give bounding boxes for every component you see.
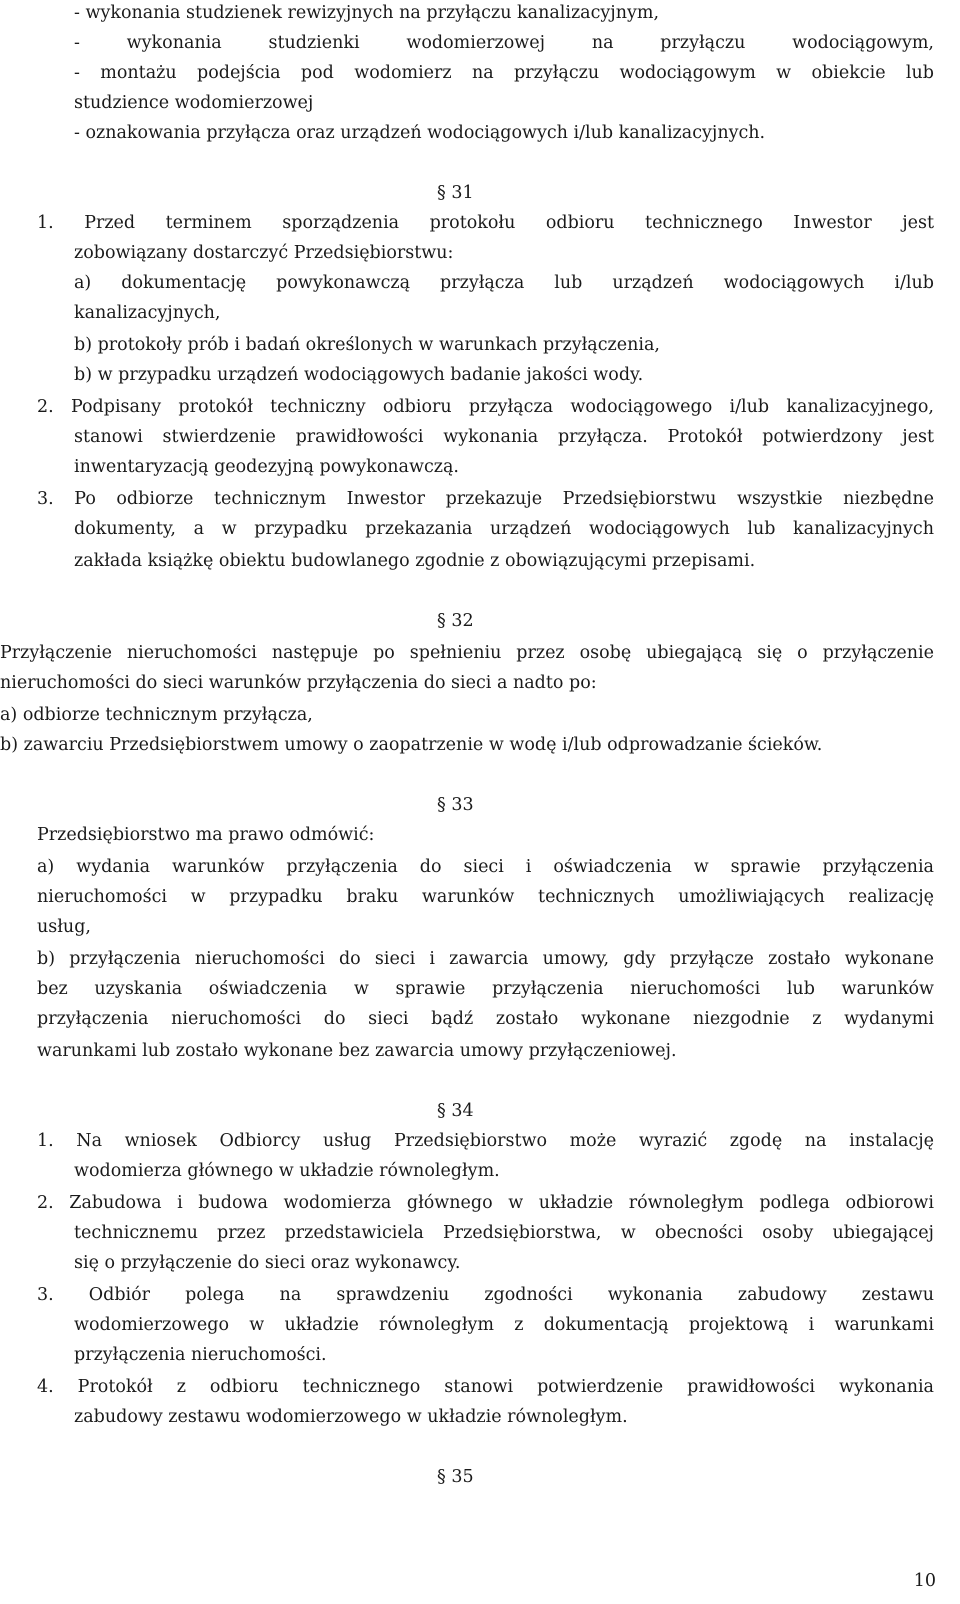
paragraph-line: b) w przypadku urządzeń wodociągowych badanie jakości wody.	[74, 365, 644, 385]
paragraph-line: b) zawarciu Przedsiębiorstwem umowy o zaopatrzenie w wodę i/lub odprowadzanie ścieków.	[0, 735, 823, 755]
paragraph-line: 2. Podpisany protokół techniczny odbioru przyłącza wodociągowego i/lub kanalizacyjnego,	[37, 397, 934, 417]
paragraph-line: nieruchomości do sieci warunków przyłączenia do sieci a nadto po:	[0, 673, 597, 693]
paragraph-line: 1. Na wniosek Odbiorcy usług Przedsiębiorstwo może wyrazić zgodę na instalację	[37, 1131, 934, 1151]
paragraph-line: Przyłączenie nieruchomości następuje po spełnieniu przez osobę ubiegającą się o przyłączenie	[0, 643, 934, 663]
paragraph-line: wodomierzowego w układzie równoległym z dokumentacją projektową i warunkami	[74, 1315, 934, 1335]
section-heading-33: § 33	[437, 795, 474, 815]
section-heading-35: § 35	[437, 1467, 474, 1487]
paragraph-line: 3. Odbiór polega na sprawdzeniu zgodności wykonania zabudowy zestawu	[37, 1285, 934, 1305]
paragraph-line: warunkami lub zostało wykonane bez zawarcia umowy przyłączeniowej.	[37, 1041, 677, 1061]
paragraph-line: a) odbiorze technicznym przyłącza,	[0, 705, 313, 725]
paragraph-line: nieruchomości w przypadku braku warunków technicznych umożliwiających realizację	[37, 887, 934, 907]
paragraph-line: przyłączenia nieruchomości.	[74, 1345, 327, 1365]
section-heading-32: § 32	[437, 611, 474, 631]
paragraph-line: zabudowy zestawu wodomierzowego w układzie równoległym.	[74, 1407, 628, 1427]
paragraph-line: Przedsiębiorstwo ma prawo odmówić:	[37, 825, 375, 845]
paragraph-line: b) przyłączenia nieruchomości do sieci i zawarcia umowy, gdy przyłącze zostało wykonane	[37, 949, 934, 969]
paragraph-line: 3. Po odbiorze technicznym Inwestor przekazuje Przedsiębiorstwu wszystkie niezbędne	[37, 489, 934, 509]
page-number: 10	[913, 1571, 936, 1591]
list-item: - wykonania studzienek rewizyjnych na przyłączu kanalizacyjnym,	[74, 3, 660, 23]
section-heading-31: § 31	[437, 183, 474, 203]
paragraph-line: bez uzyskania oświadczenia w sprawie przyłączenia nieruchomości lub warunków	[37, 979, 934, 999]
paragraph-line: 4. Protokół z odbioru technicznego stanowi potwierdzenie prawidłowości wykonania	[37, 1377, 934, 1397]
paragraph-line: technicznemu przez przedstawiciela Przedsiębiorstwa, w obecności osoby ubiegającej	[74, 1223, 934, 1243]
list-item: studzience wodomierzowej	[74, 93, 314, 113]
paragraph-line: 2. Zabudowa i budowa wodomierza głównego w układzie równoległym podlega odbiorowi	[37, 1193, 934, 1213]
paragraph-line: 1. Przed terminem sporządzenia protokołu odbioru technicznego Inwestor jest	[37, 213, 934, 233]
paragraph-line: przyłączenia nieruchomości do sieci bądź zostało wykonane niezgodnie z wydanymi	[37, 1009, 934, 1029]
section-heading-34: § 34	[437, 1101, 474, 1121]
list-item: - montażu podejścia pod wodomierz na przyłączu wodociągowym w obiekcie lub	[74, 63, 934, 83]
paragraph-line: zobowiązany dostarczyć Przedsiębiorstwu:	[74, 243, 454, 263]
paragraph-line: się o przyłączenie do sieci oraz wykonawcy.	[74, 1253, 461, 1273]
list-item: - oznakowania przyłącza oraz urządzeń wodociągowych i/lub kanalizacyjnych.	[74, 123, 766, 143]
paragraph-line: stanowi stwierdzenie prawidłowości wykonania przyłącza. Protokół potwierdzony jest	[74, 427, 934, 447]
paragraph-line: a) wydania warunków przyłączenia do sieci i oświadczenia w sprawie przyłączenia	[37, 857, 934, 877]
list-item: - wykonania studzienki wodomierzowej na przyłączu wodociągowym,	[74, 33, 934, 53]
paragraph-line: wodomierza głównego w układzie równoległym.	[74, 1161, 500, 1181]
paragraph-line: dokumenty, a w przypadku przekazania urządzeń wodociągowych lub kanalizacyjnych	[74, 519, 934, 539]
paragraph-line: a) dokumentację powykonawczą przyłącza lub urządzeń wodociągowych i/lub	[74, 273, 934, 293]
paragraph-line: zakłada książkę obiektu budowlanego zgodnie z obowiązującymi przepisami.	[74, 551, 756, 571]
paragraph-line: usług,	[37, 917, 91, 937]
paragraph-line: inwentaryzacją geodezyjną powykonawczą.	[74, 457, 459, 477]
paragraph-line: kanalizacyjnych,	[74, 303, 221, 323]
paragraph-line: b) protokoły prób i badań określonych w warunkach przyłączenia,	[74, 335, 660, 355]
